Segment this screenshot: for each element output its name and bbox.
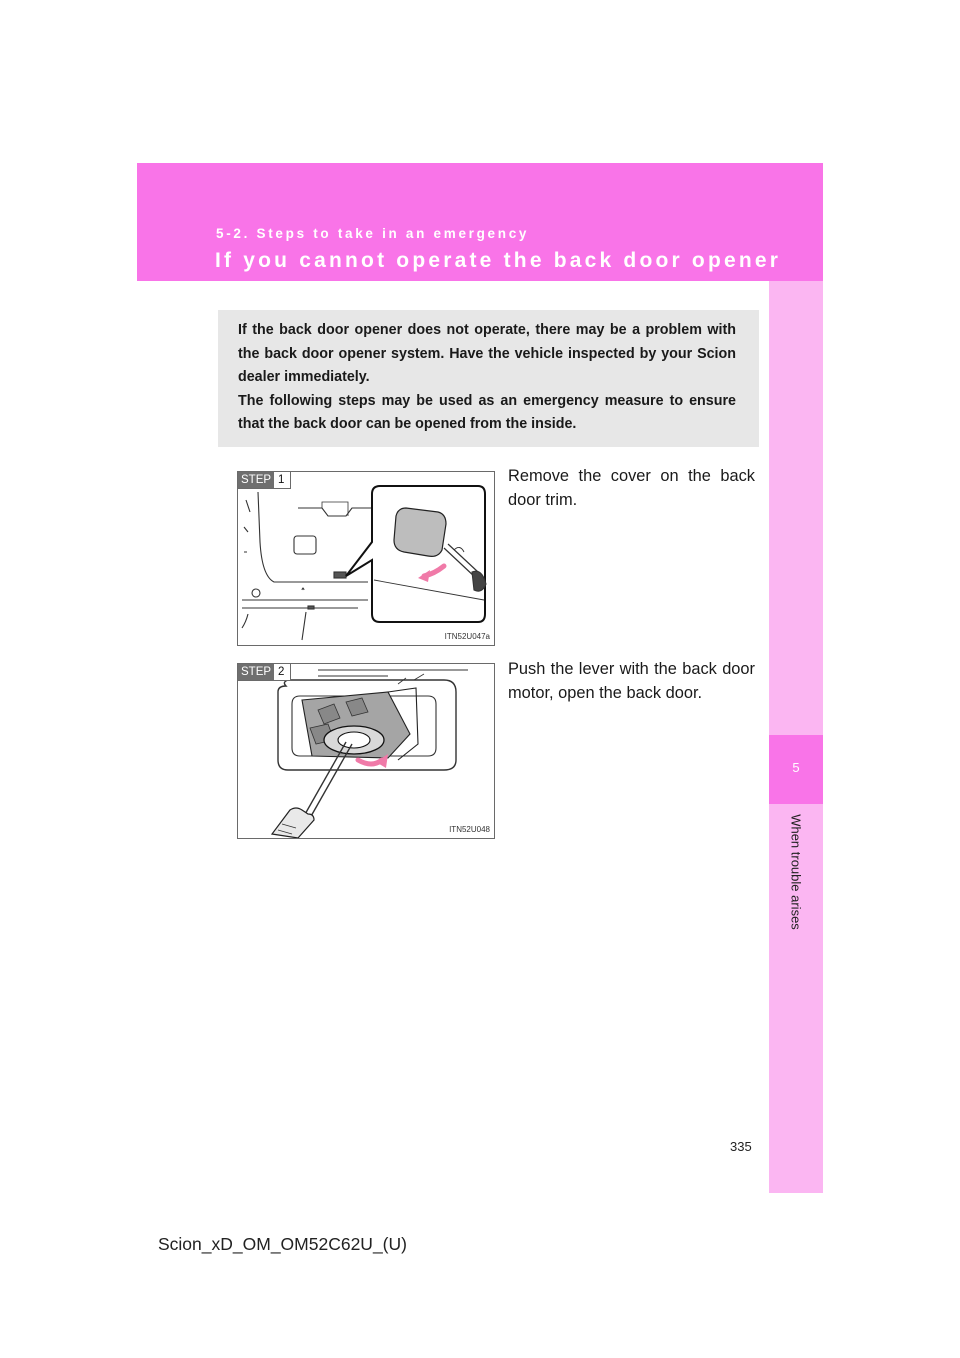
- footer-document-id: Scion_xD_OM_OM52C62U_(U): [158, 1234, 407, 1254]
- back-door-trim-drawing: [238, 472, 494, 645]
- intro-text: [238, 319, 736, 437]
- chapter-name: When trouble arises: [788, 814, 804, 930]
- step-2-instruction: Push the lever with the back door motor, open the back door.: [508, 660, 755, 702]
- figure-code: ITN52U048: [449, 825, 490, 834]
- page-number: 335: [730, 1139, 752, 1154]
- chapter-number: 5: [792, 760, 800, 775]
- step-1-tag: [238, 472, 291, 489]
- step-2-tag: [238, 664, 291, 681]
- page-title: If you cannot operate the back door opener: [215, 249, 782, 272]
- step-tag-word: STEP: [238, 664, 274, 680]
- step-2-illustration: [237, 663, 495, 839]
- step-tag-word: STEP: [238, 472, 274, 488]
- step-tag-number: 2: [274, 664, 290, 680]
- step-1-instruction: Remove the cover on the back door trim.: [508, 467, 755, 509]
- section-label: 5-2. Steps to take in an emergency: [216, 226, 530, 241]
- figure-code: ITN52U047a: [444, 632, 490, 641]
- intro-paragraph: The following steps may be used as an emergency measure to ensure that the back door can be opened from the inside.: [238, 392, 736, 432]
- intro-notice-box: [218, 310, 759, 447]
- intro-paragraph: If the back door opener does not operate, there may be a problem with the back door opener system. Have the vehicle inspected by your Scion dealer immediately.: [238, 322, 736, 385]
- chapter-header: [137, 163, 823, 281]
- step-tag-number: 1: [274, 472, 290, 488]
- back-door-motor-drawing: [238, 664, 494, 838]
- step-1-illustration: [237, 471, 495, 646]
